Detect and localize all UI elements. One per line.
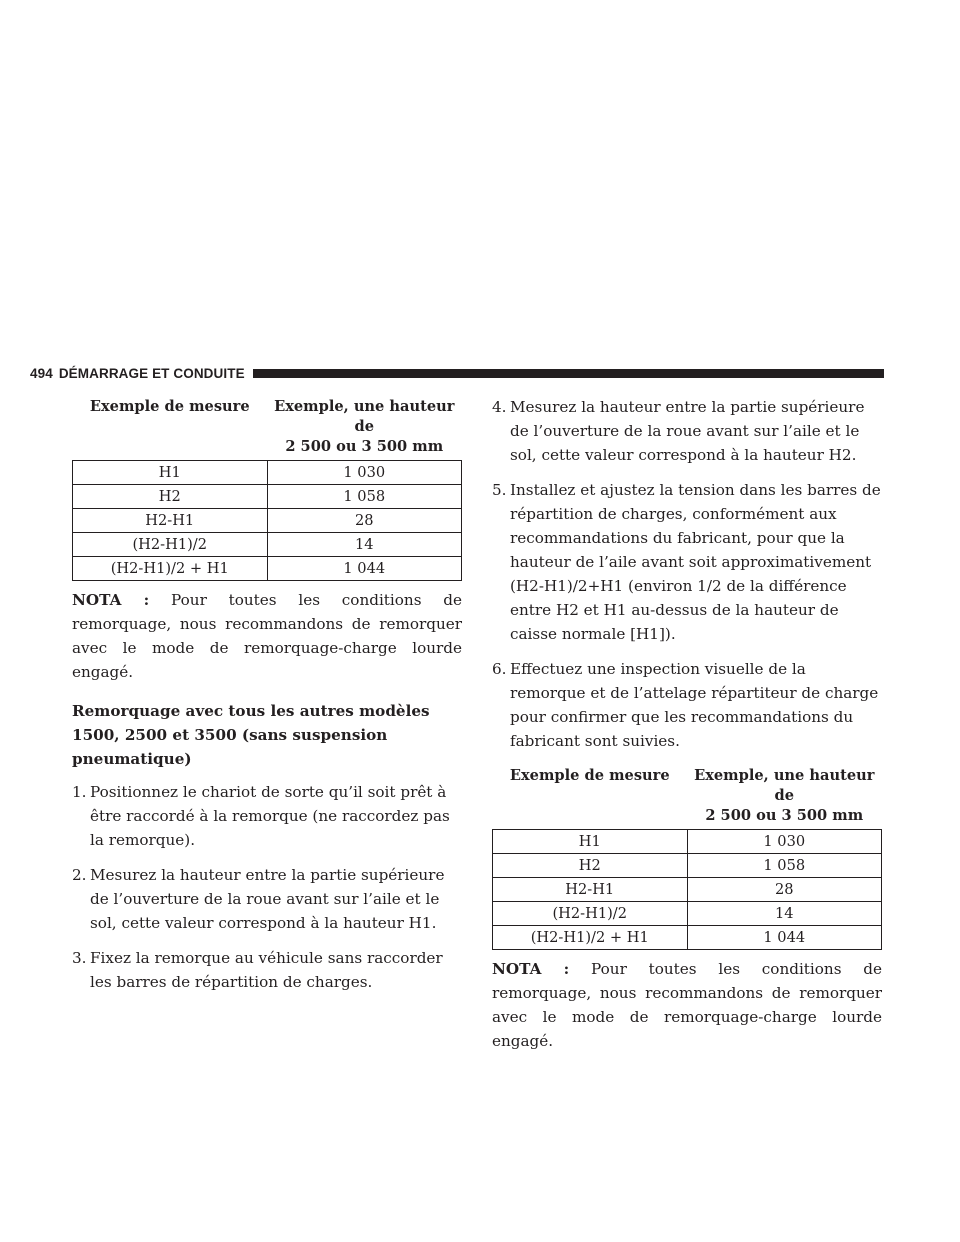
table-row: (H2-H1)/2 + H1 1 044 [493, 926, 882, 950]
list-item: 4. Mesurez la hauteur entre la partie supérieure de l’ouverture de la roue avant sur l’aile et le sol, cette valeur correspond à la hauteur H2. [492, 398, 865, 464]
table-row: (H2-H1)/2 + H1 1 044 [73, 557, 462, 581]
table-row: H2 1 058 [493, 854, 882, 878]
note-label: NOTA : [492, 960, 570, 978]
table-row: H1 1 030 [493, 830, 882, 854]
table-row: (H2-H1)/2 14 [73, 533, 462, 557]
page-header [30, 362, 884, 384]
table-header-row [493, 764, 882, 830]
table-header-row [73, 395, 462, 461]
steps-list-left [72, 780, 462, 994]
column-header-example: Exemple, une hauteur de 2 500 ou 3 500 mm [274, 398, 455, 455]
note-text: Pour toutes les conditions de remorquage, nous recommandons de remorquer avec le mode de remorquage-charge lourde engagé. [72, 591, 462, 681]
measurement-table-right [492, 764, 882, 950]
subheading: Remorquage avec tous les autres modèles 1500, 2500 et 3500 (sans suspension pneumatique) [72, 702, 430, 768]
section-title: DÉMARRAGE ET CONDUITE [58, 365, 245, 381]
list-item: 3. Fixez la remorque au véhicule sans raccorder les barres de répartition de charges. [72, 949, 443, 991]
header-rule [253, 369, 884, 378]
column-header-measure: Exemple de mesure [509, 767, 670, 784]
table-row: H2 1 058 [73, 485, 462, 509]
note-paragraph [72, 588, 462, 684]
table-row: H1 1 030 [73, 461, 462, 485]
column-header-measure: Exemple de mesure [89, 398, 250, 415]
table-row: H2-H1 28 [73, 509, 462, 533]
column-header-example: Exemple, une hauteur de 2 500 ou 3 500 mm [694, 767, 875, 824]
left-column [72, 395, 462, 1005]
right-column [492, 395, 882, 1053]
note-paragraph [492, 957, 882, 1053]
list-item: 1. Positionnez le chariot de sorte qu’il soit prêt à être raccordé à la remorque (ne raccordez pas la remorque). [72, 783, 450, 849]
table-row: H2-H1 28 [493, 878, 882, 902]
table-row: (H2-H1)/2 14 [493, 902, 882, 926]
note-text: Pour toutes les conditions de remorquage, nous recommandons de remorquer avec le mode de remorquage-charge lourde engagé. [492, 960, 882, 1050]
list-item: 6. Effectuez une inspection visuelle de la remorque et de l’attelage répartiteur de charge pour confirmer que les recommandations du fabricant sont suivies. [492, 660, 879, 750]
page-number: 494 [30, 365, 53, 381]
list-item: 2. Mesurez la hauteur entre la partie supérieure de l’ouverture de la roue avant sur l’aile et le sol, cette valeur correspond à la hauteur H1. [72, 866, 445, 932]
steps-list-right [492, 395, 882, 753]
list-item: 5. Installez et ajustez la tension dans les barres de répartition de charges, conformément aux recommandations du fabricant, pour que la hauteur de l’aile avant soit approximativement (H2-H1)/2+H1 (environ 1/2 de la différence entre H2 et H1 au-dessus de la hauteur de caisse normale [H1]). [492, 481, 881, 643]
note-label: NOTA : [72, 591, 150, 609]
measurement-table-left [72, 395, 462, 581]
